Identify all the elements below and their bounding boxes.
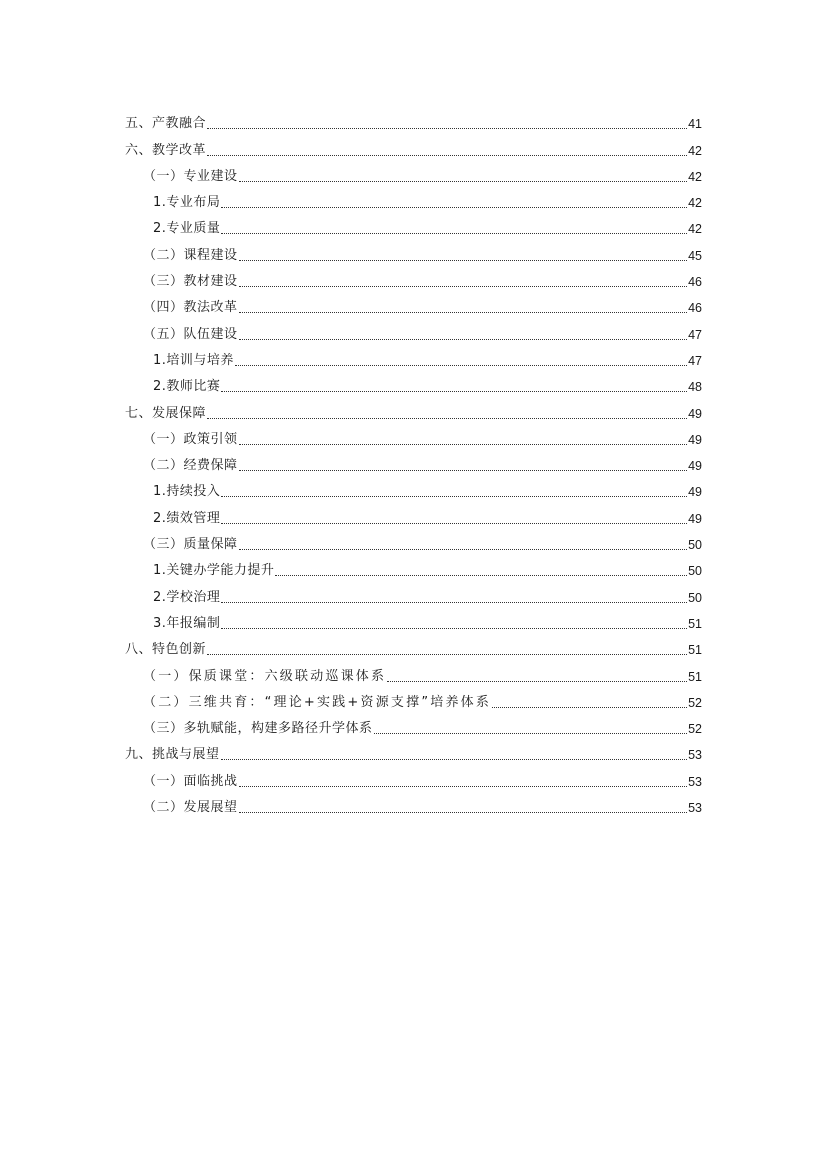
toc-dot-leader [492, 706, 687, 708]
toc-entry[interactable] [125, 264, 702, 290]
toc-entry-title: （四）教法改革 [143, 300, 238, 316]
toc-entry[interactable] [125, 737, 702, 763]
toc-dot-leader [221, 206, 687, 208]
toc-entry-title: 2.学校治理 [153, 589, 221, 605]
toc-entry[interactable] [125, 553, 702, 579]
toc-entry-title: （二）发展展望 [143, 800, 238, 816]
toc-dot-leader [239, 548, 688, 550]
toc-dot-leader [239, 443, 688, 445]
toc-page-number: 50 [688, 564, 702, 579]
toc-page-number: 42 [688, 169, 702, 184]
toc-dot-leader [221, 627, 687, 629]
toc-page-number: 42 [688, 143, 702, 158]
toc-page-number: 51 [688, 643, 702, 658]
toc-entry-title: 六、教学改革 [125, 142, 207, 158]
toc-dot-leader [207, 154, 687, 156]
toc-page-number: 53 [688, 748, 702, 763]
toc-dot-leader [221, 495, 687, 497]
toc-dot-leader [221, 601, 687, 603]
toc-entry[interactable] [125, 579, 702, 605]
toc-page-number: 52 [688, 695, 702, 710]
toc-entry-title: （三）教材建设 [143, 274, 238, 290]
toc-entry-title: 2.专业质量 [153, 221, 221, 237]
toc-dot-leader [387, 680, 687, 682]
toc-dot-leader [374, 732, 688, 734]
toc-dot-leader [275, 574, 687, 576]
toc-dot-leader [221, 232, 687, 234]
toc-page-number: 47 [688, 353, 702, 368]
toc-page-number: 49 [688, 406, 702, 421]
toc-dot-leader [239, 785, 688, 787]
toc-entry-title: 1.专业布局 [153, 195, 221, 211]
toc-page-number: 49 [688, 432, 702, 447]
toc-entry-title: （五）队伍建设 [143, 326, 238, 342]
toc-entry[interactable] [125, 369, 702, 395]
toc-entry-title: （一）专业建设 [143, 168, 238, 184]
toc-entry[interactable] [125, 500, 702, 526]
toc-entry-title: （三）多轨赋能，构建多路径升学体系 [143, 721, 373, 737]
toc-dot-leader [239, 311, 688, 313]
toc-entry[interactable] [125, 132, 702, 158]
toc-entry-title: （二）课程建设 [143, 247, 238, 263]
toc-page-number: 51 [688, 616, 702, 631]
toc-page-number: 49 [688, 485, 702, 500]
toc-entry[interactable] [125, 606, 702, 632]
toc-dot-leader [239, 285, 688, 287]
toc-entry[interactable] [125, 711, 702, 737]
toc-dot-leader [221, 522, 687, 524]
toc-dot-leader [207, 653, 687, 655]
toc-entry-title: （一）面临挑战 [143, 773, 238, 789]
toc-entry[interactable] [125, 790, 702, 816]
toc-entry-title: 五、产教融合 [125, 116, 207, 132]
toc-entry[interactable] [125, 763, 702, 789]
toc-entry-title: 1.培训与培养 [153, 352, 234, 368]
toc-dot-leader [239, 811, 688, 813]
toc-entry[interactable] [125, 343, 702, 369]
toc-entry[interactable] [125, 685, 702, 711]
toc-dot-leader [235, 364, 687, 366]
toc-page-number: 50 [688, 590, 702, 605]
toc-entry-title: （二）三维共育：“理论+实践+资源支撑”培养体系 [143, 694, 492, 710]
toc-entry-title: （二）经费保障 [143, 458, 238, 474]
toc-entry-title: 3.年报编制 [153, 615, 221, 631]
toc-entry[interactable] [125, 422, 702, 448]
toc-entry[interactable] [125, 395, 702, 421]
toc-dot-leader [239, 259, 688, 261]
toc-page-number: 46 [688, 275, 702, 290]
toc-entry[interactable] [125, 106, 702, 132]
toc-dot-leader [239, 469, 688, 471]
toc-entry-title: （三）质量保障 [143, 537, 238, 553]
toc-entry-title: （一）保质课堂：六级联动巡课体系 [143, 668, 387, 684]
toc-page-number: 53 [688, 801, 702, 816]
toc-page-number: 50 [688, 538, 702, 553]
toc-dot-leader [239, 180, 688, 182]
toc-entry-title: 八、特色创新 [125, 642, 207, 658]
toc-entry[interactable] [125, 211, 702, 237]
toc-entry[interactable] [125, 658, 702, 684]
toc-dot-leader [207, 127, 687, 129]
table-of-contents [125, 106, 702, 816]
toc-entry[interactable] [125, 527, 702, 553]
toc-page-number: 53 [688, 774, 702, 789]
toc-page-number: 51 [688, 669, 702, 684]
toc-page-number: 42 [688, 222, 702, 237]
toc-dot-leader [221, 758, 688, 760]
toc-entry[interactable] [125, 290, 702, 316]
toc-entry-title: 1.关键办学能力提升 [153, 563, 275, 579]
toc-page-number: 52 [688, 722, 702, 737]
toc-entry[interactable] [125, 632, 702, 658]
toc-page-number: 41 [688, 117, 702, 132]
toc-entry-title: 七、发展保障 [125, 405, 207, 421]
toc-page-number: 49 [688, 459, 702, 474]
toc-entry[interactable] [125, 316, 702, 342]
toc-page-number: 49 [688, 511, 702, 526]
toc-entry-title: 2.教师比赛 [153, 379, 221, 395]
toc-entry-title: （一）政策引领 [143, 431, 238, 447]
toc-entry[interactable] [125, 237, 702, 263]
toc-entry[interactable] [125, 159, 702, 185]
toc-entry[interactable] [125, 448, 702, 474]
toc-entry[interactable] [125, 185, 702, 211]
toc-entry-title: 九、挑战与展望 [125, 747, 220, 763]
toc-page-number: 45 [688, 248, 702, 263]
toc-dot-leader [207, 417, 687, 419]
toc-page-number: 48 [688, 380, 702, 395]
toc-entry[interactable] [125, 474, 702, 500]
toc-dot-leader [239, 338, 688, 340]
toc-page-number: 47 [688, 327, 702, 342]
toc-entry-title: 1.持续投入 [153, 484, 221, 500]
toc-page-number: 42 [688, 196, 702, 211]
toc-entry-title: 2.绩效管理 [153, 510, 221, 526]
toc-page-number: 46 [688, 301, 702, 316]
toc-dot-leader [221, 390, 687, 392]
